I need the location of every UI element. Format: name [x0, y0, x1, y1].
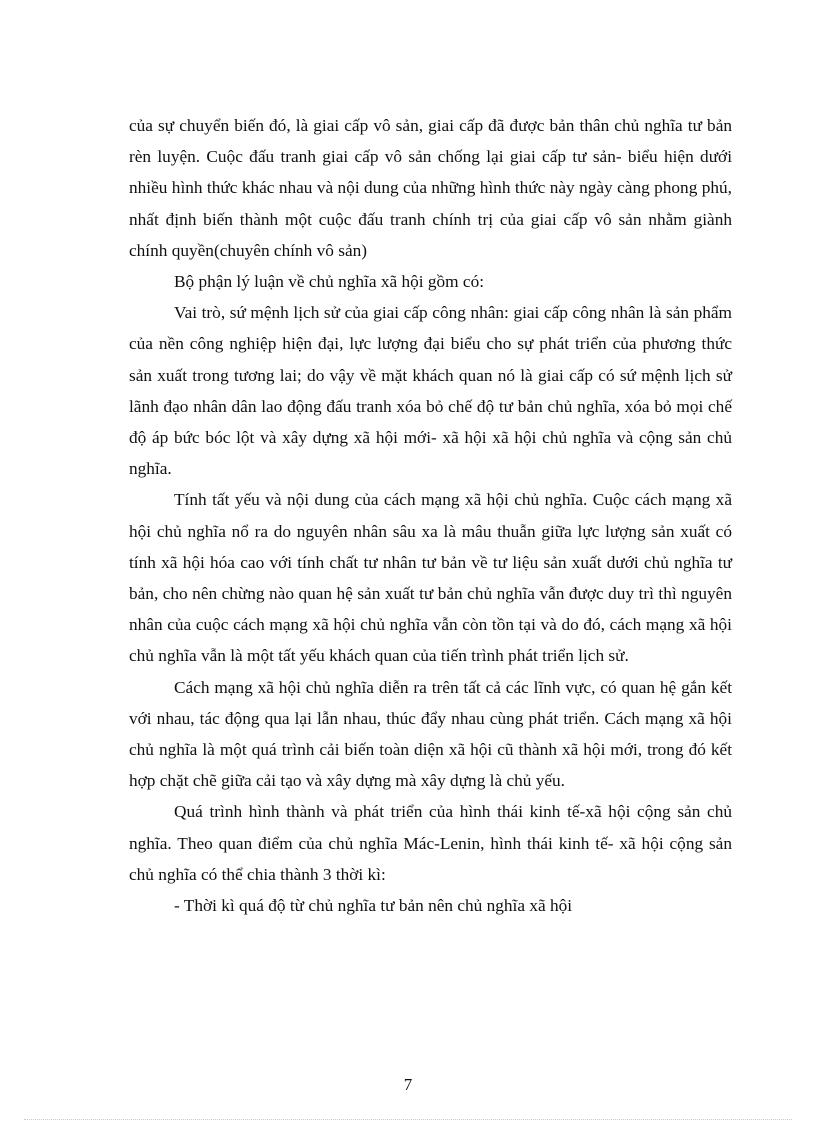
page-bottom-divider — [24, 1119, 792, 1120]
paragraph-5: Cách mạng xã hội chủ nghĩa diễn ra trên tất cả các lĩnh vực, có quan hệ gắn kết với nhau, tác động qua lại lẫn nhau, thúc đẩy nhau cùng phát triển. Cách mạng xã hội chủ nghĩa là một quá trình cải biến toàn diện xã hội cũ thành xã hội mới, trong đó kết hợp chặt chẽ giữa cải tạo và xây dựng mà xây dựng là chủ yếu. — [129, 677, 732, 791]
document-body — [129, 110, 732, 921]
paragraph-2: Bộ phận lý luận về chủ nghĩa xã hội gồm có: — [174, 272, 485, 292]
paragraph-4: Tính tất yếu và nội dung của cách mạng xã hội chủ nghĩa. Cuộc cách mạng xã hội chủ nghĩa nổ ra do nguyên nhân sâu xa là mâu thuẫn giữa lực lượng sản xuất có tính xã hội hóa cao với tính chất tư nhân tư bản về tư liệu sản xuất dưới chủ nghĩa tư bản, cho nên chừng nào quan hệ sản xuất tư bản chủ nghĩa vẫn được duy trì thì nguyên nhân của cuộc cách mạng xã hội chủ nghĩa vẫn còn tồn tại và do đó, cách mạng xã hội chủ nghĩa vẫn là một tất yếu khách quan của tiến trình phát triển lịch sử. — [129, 490, 732, 666]
page-number: 7 — [403, 1075, 413, 1094]
paragraph-3: Vai trò, sứ mệnh lịch sử của giai cấp công nhân: giai cấp công nhân là sản phẩm của nền công nghiệp hiện đại, lực lượng đại biểu cho sự phát triển của phương thức sản xuất trong tương lai; do vậy về mặt khách quan nó là giai cấp có sứ mệnh lịch sử lãnh đạo nhân dân lao động đấu tranh xóa bỏ chế độ tư bản chủ nghĩa, xóa bỏ mọi chế độ áp bức bóc lột và xây dựng xã hội mới- xã hội xã hội chủ nghĩa và cộng sản chủ nghĩa. — [129, 303, 732, 479]
paragraph-6: Quá trình hình thành và phát triển của hình thái kinh tế-xã hội cộng sản chủ nghĩa. Theo quan điểm của chủ nghĩa Mác-Lenin, hình thái kinh tế- xã hội cộng sản chủ nghĩa có thể chia thành 3 thời kì: — [129, 802, 732, 884]
paragraph-7: - Thời kì quá độ từ chủ nghĩa tư bản nên chủ nghĩa xã hội — [174, 896, 573, 916]
paragraph-1: của sự chuyển biến đó, là giai cấp vô sản, giai cấp đã được bản thân chủ nghĩa tư bản rèn luyện. Cuộc đấu tranh giai cấp vô sản chống lại giai cấp tư sản- biểu hiện dưới nhiều hình thức khác nhau và nội dung của những hình thức này ngày càng phong phú, nhất định biến thành một cuộc đấu tranh chính trị của giai cấp vô sản nhằm giành chính quyền(chuyên chính vô sản) — [129, 116, 732, 260]
